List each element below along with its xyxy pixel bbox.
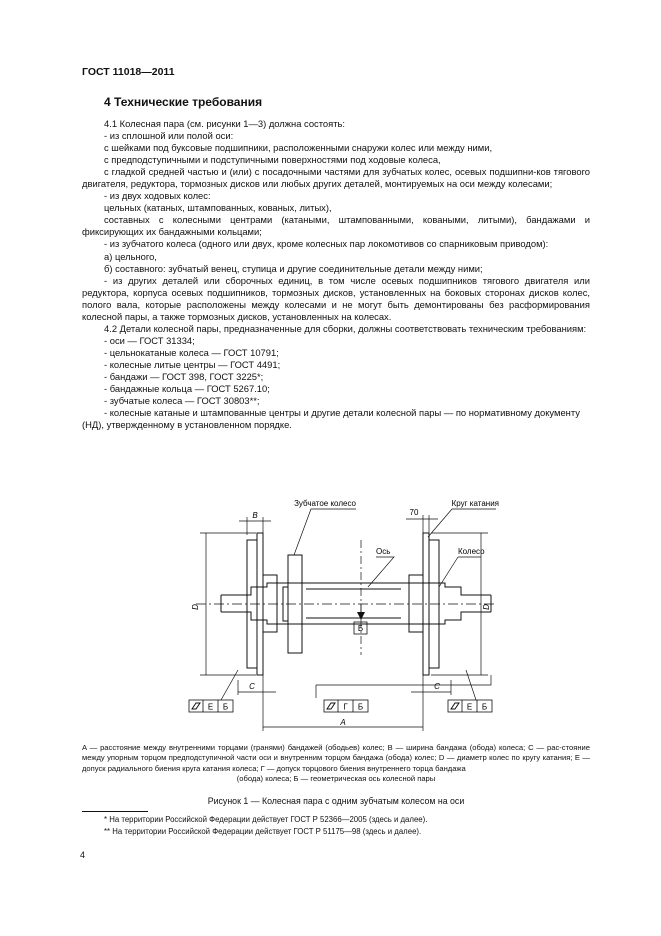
dim-70-line: [406, 515, 438, 533]
legend-text: A — расстояние между внутренними торцами (гранями) бандажей (ободьев) колес; B — ширина бандажа (обода) колеса; C — рас-стояние между упорным торцом предподступичной части оси и внутренним торцом бандажа (обода) колес; D — диаметр колес по кругу катания; E — допуск радиального биения круга катания колеса; Г — допуск торцового биения внутреннего торца бандажа: [82, 743, 590, 773]
figure-legend: [82, 743, 590, 785]
dim-b-label: B: [252, 511, 258, 520]
paragraph: с предподступичными и подступичными поверхностями под ходовые колеса,: [104, 154, 441, 166]
rolling-circle-label: Круг катания: [451, 499, 499, 508]
paragraph: 4.2 Детали колесной пары, предназначенные для сборки, должны соответствовать техническим требованиям:: [104, 322, 587, 334]
runout-icon: [451, 703, 459, 709]
wheel-label: Колесо: [458, 547, 485, 556]
paragraph: 4.1 Колесная пара (см. рисунки 1—3) должна состоять:: [104, 118, 345, 129]
paragraph: - бандажи — ГОСТ 398, ГОСТ 3225*;: [104, 370, 264, 382]
legend-tail: (обода) колеса; Б — геометрическая ось колесной пары: [236, 774, 436, 784]
dim-c-left-label: C: [249, 682, 255, 691]
dim-c-right-label: C: [434, 682, 440, 691]
tolerance-datum: Б: [222, 702, 229, 712]
tolerance-value: Г: [343, 702, 348, 712]
paragraph: - из зубчатого колеса (одного или двух, кроме колесных пар локомотивов со спарниковым приводом):: [104, 238, 549, 250]
paragraph: - из других деталей или сборочных единиц, в том числе осевых подшипников тягового двигателя или редуктора, корпуса осевых подшипников, тормозных дисков, установленных на боковых сторонах дисков колес, полого вала, которые расположены между колесами и не могут быть демонтированы без расформирования колесной пары, а также тормозных дисков, установленных на колесах.: [82, 274, 590, 322]
paragraph: а) цельного,: [104, 250, 157, 262]
paragraph: - оси — ГОСТ 31334;: [104, 334, 195, 346]
figure-caption: Рисунок 1 — Колесная пара с одним зубчатым колесом на оси: [207, 796, 465, 806]
dim-d-right-label: D: [482, 604, 491, 610]
footnote: * На территории Российской Федерации действует ГОСТ Р 52366—2005 (здесь и далее).: [104, 815, 428, 824]
paragraph: - зубчатые колеса — ГОСТ 30803**;: [104, 395, 260, 407]
axle-label: Ось: [376, 547, 391, 556]
axle-ends: [221, 595, 491, 612]
tolerance-value: Е: [466, 702, 473, 712]
section-body: [82, 118, 590, 431]
tolerance-datum: Б: [357, 702, 364, 712]
dim-d-left-label: D: [191, 604, 200, 610]
paragraph: с шейками под буксовые подшипники, расположенными снаружи колес или между ними,: [104, 142, 493, 154]
gear-leader: [294, 509, 356, 555]
c-left-dimension: [238, 675, 276, 695]
dim-70-label: 70: [409, 508, 419, 517]
gear-label: Зубчатое колесо: [294, 499, 356, 508]
paragraph: с гладкой средней частью и (или) с посадочными частями для зубчатых колес, осевых подшипни-ков тягового двигателя, редуктора, тормозных дисков или любых других деталей, монтируемых на оси между колесами;: [82, 166, 590, 190]
wheelset-figure: [176, 495, 506, 740]
section-title: 4 Технические требования: [104, 95, 263, 109]
tolerance-datum: Б: [481, 702, 488, 712]
standard-header: ГОСТ 11018—2011: [82, 66, 175, 78]
paragraph: - колесные катаные и штампованные центры и другие детали колесной пары — по нормативному документу (НД), утвержденному в установленном порядке.: [82, 407, 580, 431]
datum-label: Б: [357, 624, 364, 633]
left-wheel-hub: [263, 575, 277, 632]
axle-body: [306, 589, 401, 618]
datum-triangle: [357, 612, 365, 620]
page-number: 4: [80, 850, 86, 860]
footnote-divider: [82, 811, 148, 812]
runout-icon: [327, 703, 335, 709]
paragraph: - бандажные кольца — ГОСТ 5267.10;: [104, 383, 270, 395]
paragraph: составных с колесными центрами (катаными, штампованными, коваными, литыми), бандажами и фиксирующих их бандажными кольцами;: [82, 214, 590, 238]
dim-a-label: A: [340, 718, 346, 727]
paragraph: б) составного: зубчатый венец, ступица и другие соединительные детали между ними;: [104, 262, 483, 274]
paragraph: - из двух ходовых колес:: [104, 190, 211, 202]
paragraph: - цельнокатаные колеса — ГОСТ 10791;: [104, 346, 279, 358]
right-wheel-hub: [409, 575, 423, 632]
paragraph: - из сплошной или полой оси:: [104, 130, 234, 142]
paragraph: цельных (катаных, штампованных, кованых, литых),: [104, 202, 332, 214]
paragraph: - колесные литые центры — ГОСТ 4491;: [104, 358, 281, 370]
tolerance-value: Е: [207, 702, 214, 712]
runout-icon: [192, 703, 200, 709]
footnote: ** На территории Российской Федерации действует ГОСТ Р 51175—98 (здесь и далее).: [104, 827, 422, 836]
